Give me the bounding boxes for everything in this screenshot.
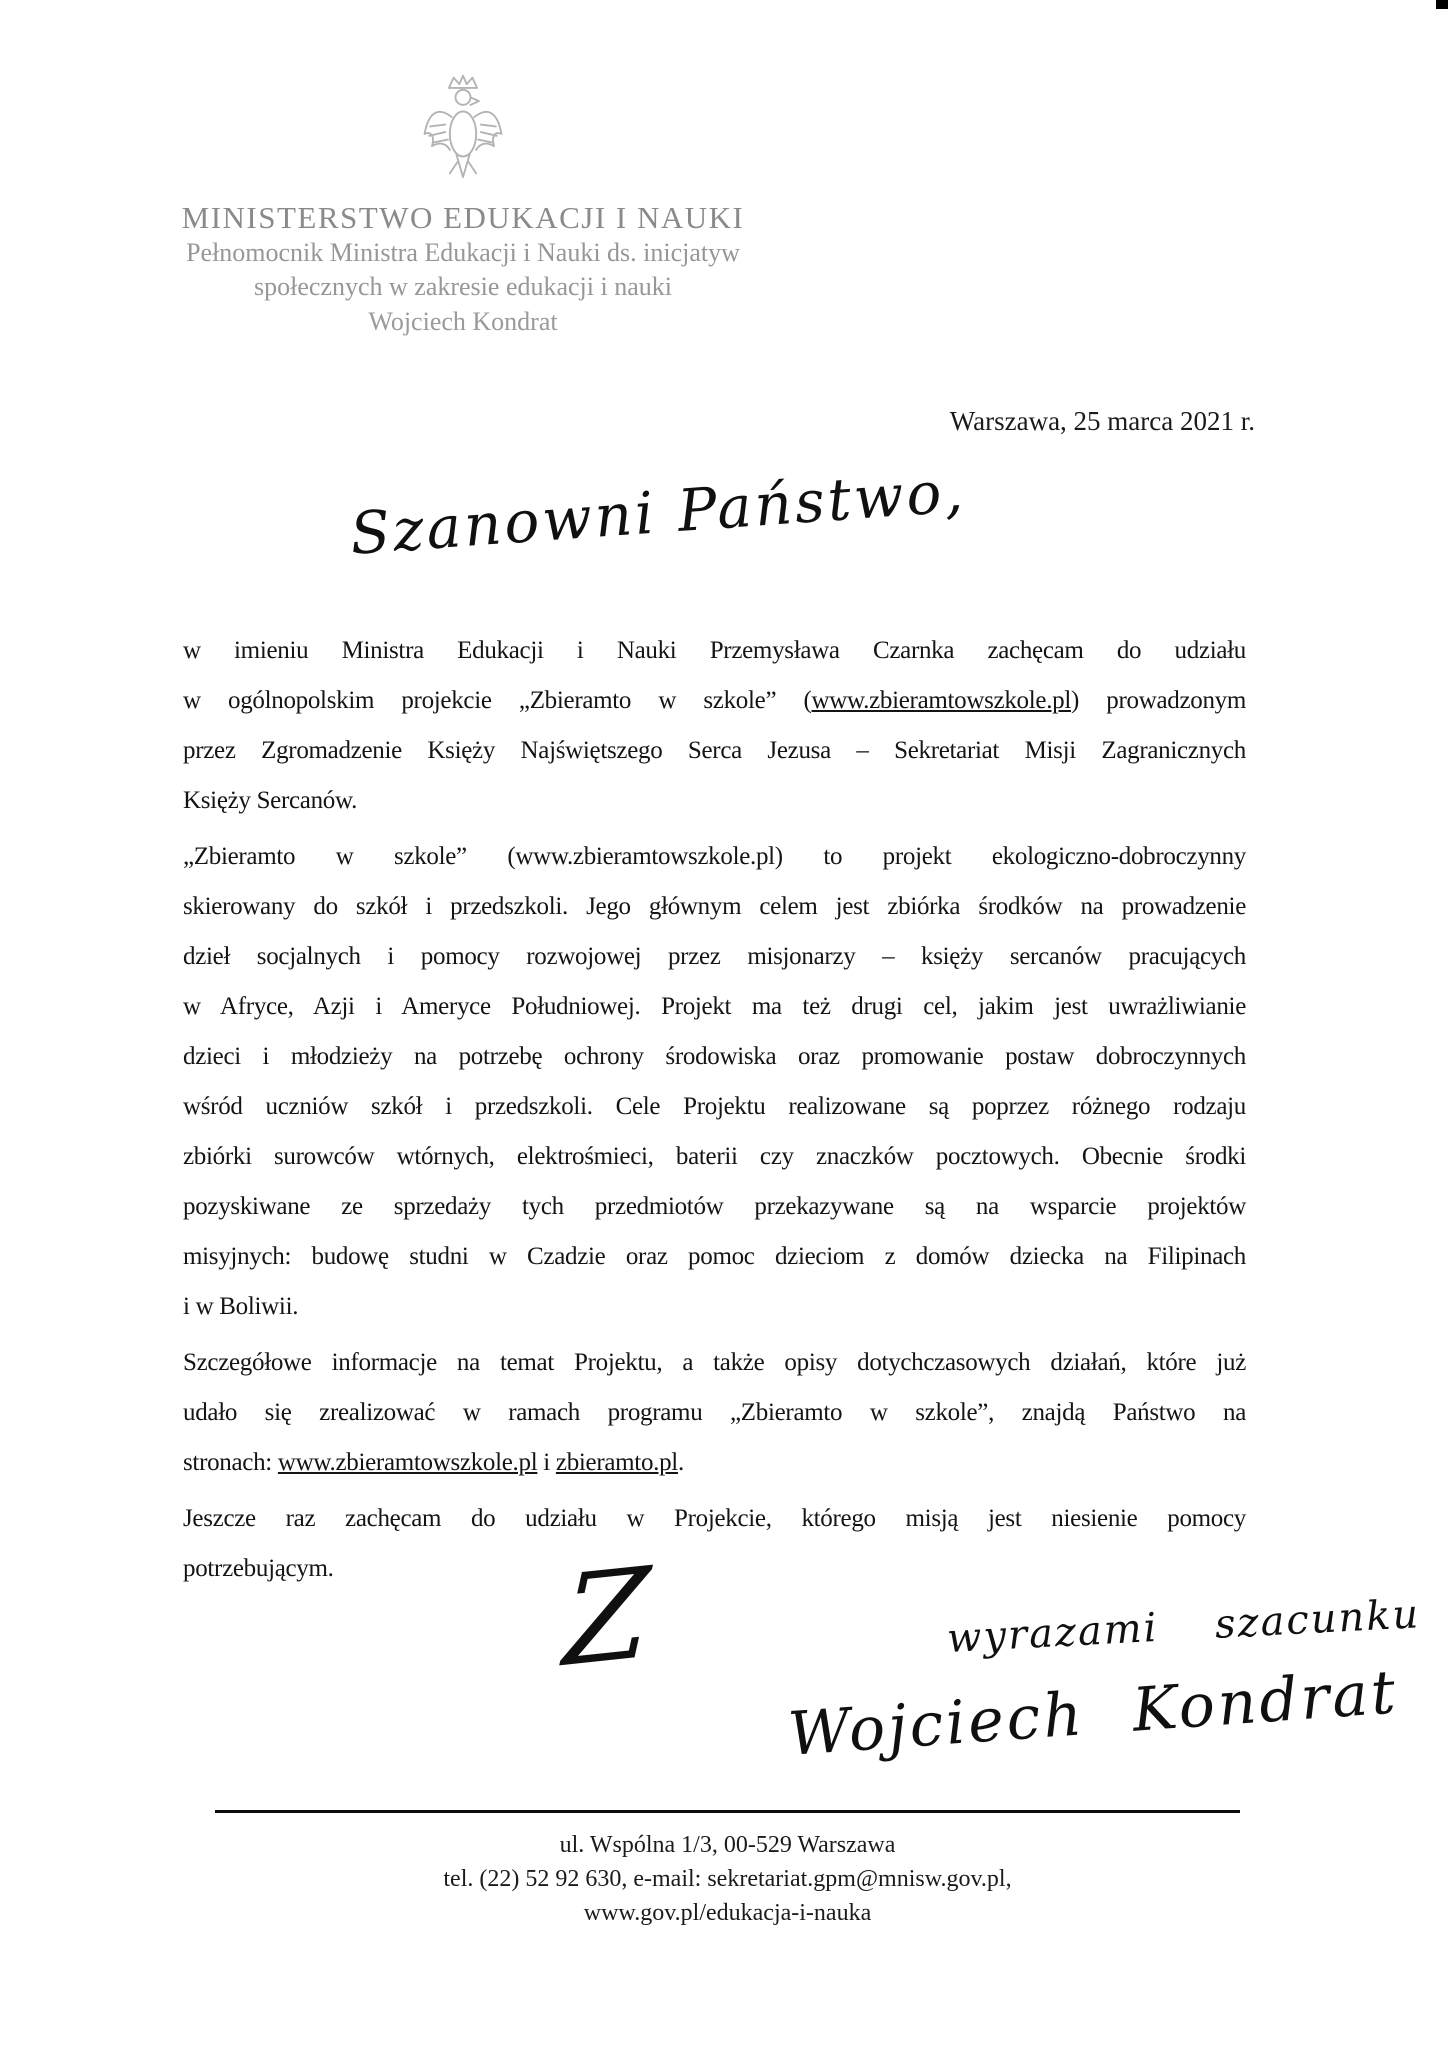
text-segment: . <box>677 1449 684 1476</box>
body-line <box>183 626 1246 676</box>
text-segment: w ogólnopolskim projekcie „Zbieramto w szkole” ( <box>183 687 812 714</box>
text-segment: stronach: <box>183 1449 278 1476</box>
text-segment: Szczegółowe informacje na temat Projektu, a także opisy dotychczasowych działań, które już <box>183 1349 1246 1376</box>
body-line <box>183 1388 1246 1438</box>
text-segment: pozyskiwane ze sprzedaży tych przedmiotów przekazywane są na wsparcie projektów <box>183 1193 1246 1220</box>
text-segment: dzieł socjalnych i pomocy rozwojowej przez misjonarzy – księży sercanów pracujących <box>183 943 1246 970</box>
hyperlink[interactable]: www.zbieramtowszkole.pl <box>277 1449 538 1476</box>
text-segment: wśród uczniów szkół i przedszkoli. Cele Projektu realizowane są poprzez różnego rodzaju <box>183 1093 1246 1120</box>
footer-contact: tel. (22) 52 92 630, e-mail: sekretariat.gpm@mnisw.gov.pl, <box>443 1866 1012 1892</box>
hyperlink[interactable]: www.zbieramtowszkole.pl <box>811 687 1071 714</box>
body-line <box>183 1338 1246 1388</box>
text-segment: przez Zgromadzenie Księży Najświętszego Serca Jezusa – Sekretariat Misji Zagranicznych <box>183 737 1246 764</box>
footer-separator <box>215 1810 1240 1813</box>
body-line <box>183 1132 1246 1182</box>
body-line <box>183 1182 1246 1232</box>
body-line <box>183 676 1246 726</box>
letterhead <box>150 72 776 340</box>
text-segment: dzieci i młodzieży na potrzebę ochrony środowiska oraz promowanie postaw dobroczynnych <box>183 1043 1246 1070</box>
body-line <box>183 1232 1246 1282</box>
date-line: Warszawa, 25 marca 2021 r. <box>949 406 1255 436</box>
closing-flourish: Z <box>561 1540 653 1696</box>
paragraph <box>183 1338 1246 1488</box>
plenipotentiary-line-2: społecznych w zakresie edukacji i nauki <box>254 272 672 301</box>
text-segment: Księży Sercanów. <box>183 787 358 814</box>
footer-website: www.gov.pl/edukacja-i-nauka <box>583 1900 872 1926</box>
body-line <box>183 776 1246 826</box>
salutation-handwritten: Szanowni Państwo, <box>348 456 968 568</box>
letter-body <box>183 626 1246 1594</box>
plenipotentiary-line-1: Pełnomocnik Ministra Edukacji i Nauki ds. inicjatyw <box>186 238 740 267</box>
text-segment: w imieniu Ministra Edukacji i Nauki Przemysława Czarnka zachęcam do udziału <box>183 637 1246 664</box>
text-segment: misyjnych: budowę studni w Czadzie oraz pomoc dzieciom z domów dziecka na Filipinach <box>183 1243 1246 1270</box>
text-segment: skierowany do szkół i przedszkoli. Jego głównym celem jest zbiórka środków na prowadzenie <box>183 893 1246 920</box>
body-line <box>183 1544 1246 1594</box>
text-segment: i w Boliwii. <box>183 1293 299 1320</box>
text-segment: w Afryce, Azji i Ameryce Południowej. Projekt ma też drugi cel, jakim jest uwrażliwianie <box>183 993 1246 1020</box>
official-name: Wojciech Kondrat <box>368 307 558 336</box>
signature-handwritten: Wojciech Kondrat <box>786 1657 1401 1770</box>
text-segment: zbiórki surowców wtórnych, elektrośmieci, baterii czy znaczków pocztowych. Obecnie środki <box>183 1143 1246 1170</box>
body-line <box>183 832 1246 882</box>
closing-phrase: wyrazami szacunku <box>946 1591 1422 1662</box>
text-segment: potrzebującym. <box>183 1555 334 1582</box>
body-line <box>183 882 1246 932</box>
text-segment: Jeszcze raz zachęcam do udziału w Projekcie, którego misją jest niesienie pomocy <box>183 1505 1246 1532</box>
body-line <box>183 932 1246 982</box>
text-segment: udało się zrealizować w ramach programu „Zbieramto w szkole”, znajdą Państwo na <box>183 1399 1246 1426</box>
hyperlink[interactable]: zbieramto.pl <box>555 1449 678 1476</box>
paragraph <box>183 1494 1246 1594</box>
body-paragraphs <box>183 626 1246 1594</box>
body-line <box>183 1082 1246 1132</box>
text-segment: „Zbieramto w szkole” (www.zbieramtowszkole.pl) to projekt ekologiczno-dobroczynny <box>183 843 1246 870</box>
body-line <box>183 1438 1246 1488</box>
body-line <box>183 1282 1246 1332</box>
body-line <box>183 1494 1246 1544</box>
paragraph <box>183 832 1246 1332</box>
body-line <box>183 1032 1246 1082</box>
body-line <box>183 982 1246 1032</box>
scan-artifact <box>1436 0 1448 9</box>
ministry-name: MINISTERSTWO EDUKACJI I NAUKI <box>181 200 745 235</box>
footer-address: ul. Wspólna 1/3, 00-529 Warszawa <box>559 1832 896 1858</box>
body-line <box>183 726 1246 776</box>
paragraph <box>183 626 1246 826</box>
text-segment: i <box>537 1449 556 1476</box>
polish-eagle-emblem-icon <box>420 72 506 194</box>
text-segment: ) prowadzonym <box>1071 687 1246 714</box>
